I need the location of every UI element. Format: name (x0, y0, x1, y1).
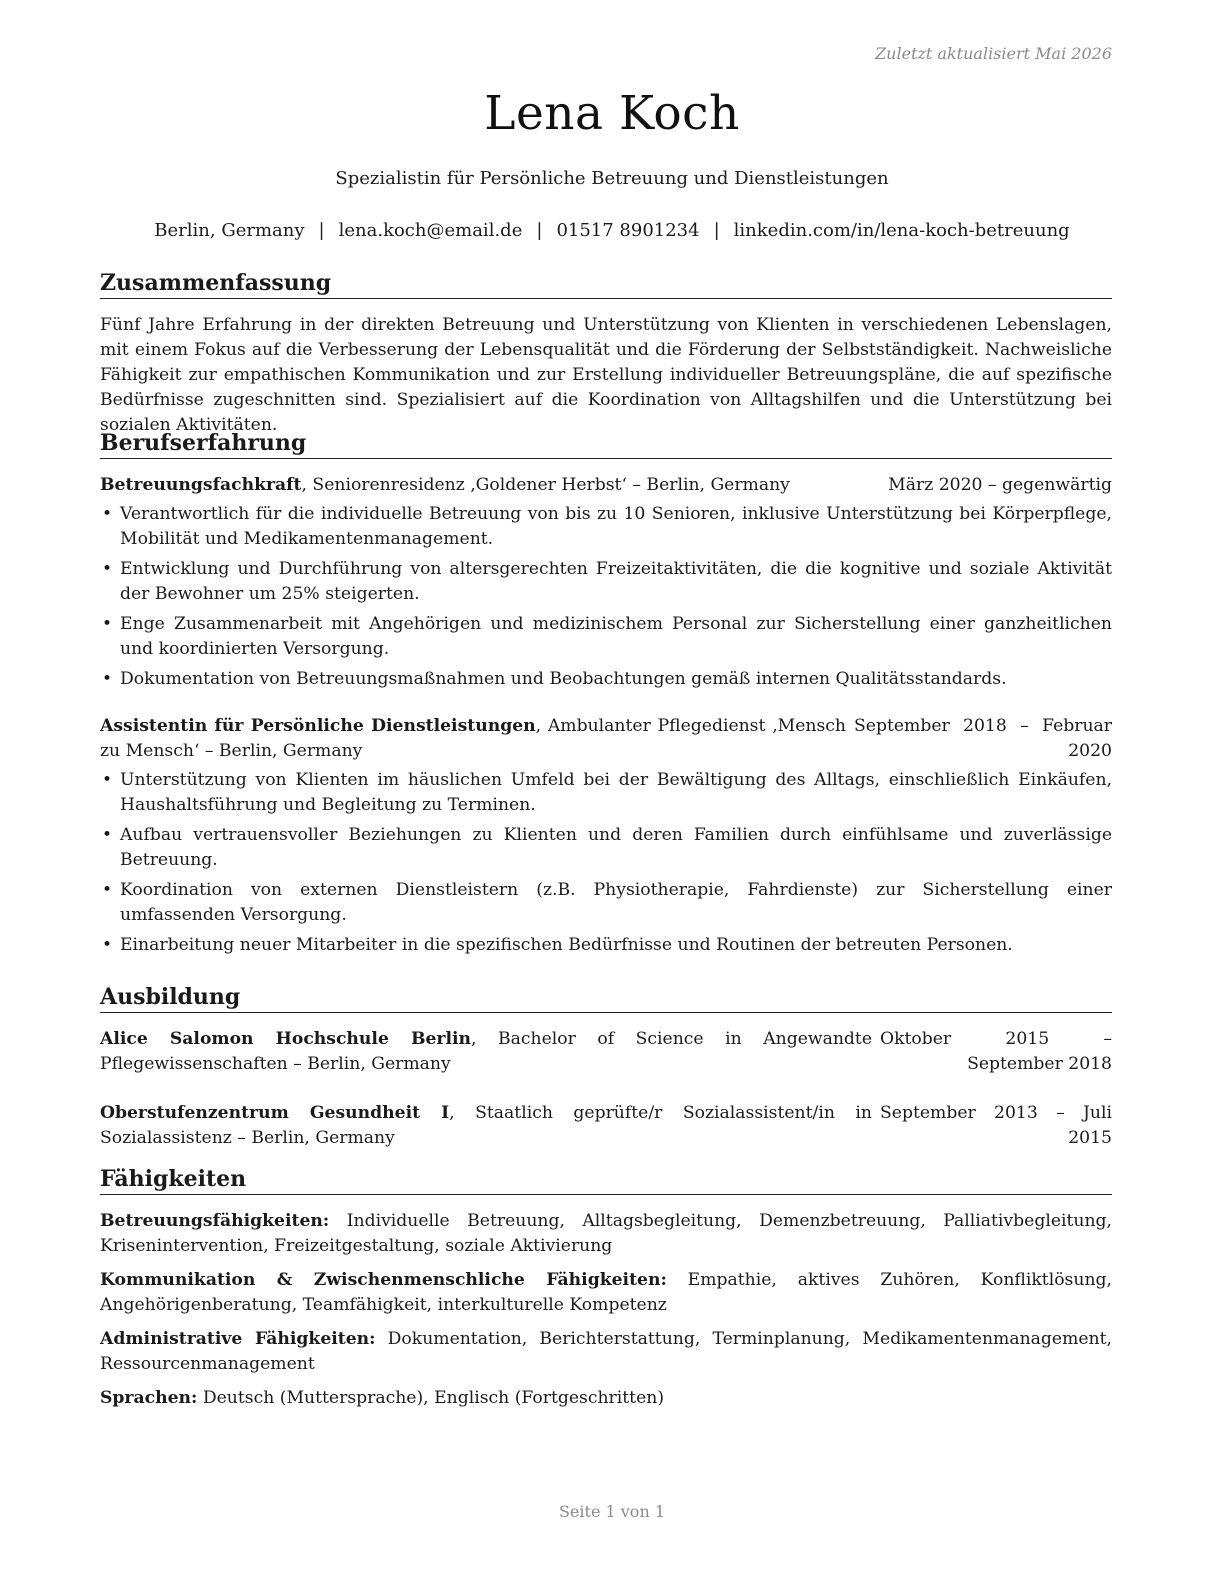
skill-group (100, 1209, 1112, 1259)
job-entry (100, 714, 1112, 958)
job-bullets (100, 502, 1112, 692)
job-bullet: • Unterstützung von Klienten im häuslichen Umfeld bei der Bewältigung des Alltags, einschließlich Einkäufen, Haushaltsführung und Begleitung zu Terminen. (100, 768, 1112, 818)
summary-text: Fünf Jahre Erfahrung in der direkten Betreuung und Unterstützung von Klienten in verschiedenen Lebenslagen, mit einem Fokus auf die Verbesserung der Lebensqualität und die Förderung der Selbstständigkeit. Nachweisliche Fähigkeit zur empathischen Kommunikation und zur Erstellung individueller Betreuungspläne, die auf spezifische Bedürfnisse zugeschnitten sind. Spezialisiert auf die Koordination von Alltagshilfen und die Unterstützung bei sozialen Aktivitäten. (100, 315, 1112, 435)
education-entry (100, 1027, 1112, 1077)
contact-separator: | (536, 220, 543, 241)
education-school: Oberstufenzentrum Gesundheit I (100, 1103, 450, 1123)
contact-phone[interactable]: 01517 8901234 (556, 220, 700, 241)
contact-line (0, 220, 1224, 241)
education-school: Alice Salomon Hochschule Berlin (100, 1029, 472, 1049)
contact-location: Berlin, Germany (154, 220, 305, 241)
job-bullet: • Entwicklung und Durchführung von altersgerechten Freizeitaktivitäten, die die kognitive und soziale Aktivität der Bewohner um 25% steigerten. (100, 557, 1112, 607)
skill-label: Administrative Fähigkeiten: (100, 1329, 376, 1349)
job-role: Assistentin für Persönliche Dienstleistungen (100, 716, 536, 736)
contact-linkedin[interactable]: linkedin.com/in/lena-koch-betreuung (733, 220, 1070, 241)
skill-list: Dokumentation, Berichterstattung, Terminplanung, Medikamentenmanagement, Ressourcenmanagement (100, 1329, 1112, 1374)
education-entry (100, 1101, 1112, 1151)
contact-separator: | (318, 220, 325, 241)
experience-section (100, 430, 1112, 963)
skill-group (100, 1327, 1112, 1377)
job-entry (100, 473, 1112, 692)
candidate-title: Spezialistin für Persönliche Betreuung und Dienstleistungen (335, 168, 889, 189)
section-title-experience: Berufserfahrung (100, 430, 1112, 459)
education-dates: Oktober 2015 – September 2018 (880, 1029, 1112, 1074)
job-bullet: • Aufbau vertrauensvoller Beziehungen zu Klienten und deren Familien durch einfühlsame und zuverlässige Betreuung. (100, 823, 1112, 873)
skill-list: Individuelle Betreuung, Alltagsbegleitung, Demenzbetreuung, Palliativbegleitung, Krisenintervention, Freizeitgestaltung, soziale Aktivierung (100, 1211, 1112, 1256)
skill-label: Betreuungsfähigkeiten: (100, 1211, 330, 1231)
summary-section (100, 270, 1112, 438)
job-organization: , Ambulanter Pflegedienst ‚Mensch zu Mensch‘ – Berlin, Germany (100, 716, 847, 761)
job-bullet: • Koordination von externen Dienstleistern (z.B. Physiotherapie, Fahrdienste) zur Sicherstellung einer umfassenden Versorgung. (100, 878, 1112, 928)
job-dates: September 2018 – Februar 2020 (854, 716, 1112, 761)
skill-label: Sprachen: (100, 1388, 198, 1408)
skill-group (100, 1386, 1112, 1411)
last-updated: Zuletzt aktualisiert Mai 2026 (875, 44, 1112, 63)
skill-label: Kommunikation & Zwischenmenschliche Fähigkeiten: (100, 1270, 667, 1290)
page-number: Seite 1 von 1 (558, 1502, 666, 1521)
education-dates: September 2013 – Juli 2015 (880, 1103, 1112, 1148)
education-degree: , Bachelor of Science in Angewandte Pflegewissenschaften – Berlin, Germany (100, 1029, 872, 1074)
job-bullet: • Dokumentation von Betreuungsmaßnahmen und Beobachtungen gemäß internen Qualitätsstandards. (100, 667, 1112, 692)
section-title-education: Ausbildung (100, 984, 1112, 1013)
job-header (100, 473, 1112, 498)
job-bullet: • Enge Zusammenarbeit mit Angehörigen und medizinischem Personal zur Sicherstellung einer ganzheitlichen und koordinierten Versorgung. (100, 612, 1112, 662)
job-header (100, 714, 1112, 764)
section-title-summary: Zusammenfassung (100, 270, 1112, 299)
skill-list: Empathie, aktives Zuhören, Konfliktlösung, Angehörigenberatung, Teamfähigkeit, interkulturelle Kompetenz (100, 1270, 1112, 1315)
contact-email[interactable]: lena.koch@email.de (338, 220, 523, 241)
job-bullets (100, 768, 1112, 958)
education-degree: , Staatlich geprüfte/r Sozialassistent/in in Sozialassistenz – Berlin, Germany (100, 1103, 872, 1148)
section-title-skills: Fähigkeiten (100, 1166, 1112, 1195)
skill-list: Deutsch (Muttersprache), Englisch (Fortgeschritten) (197, 1388, 665, 1408)
job-bullet: • Einarbeitung neuer Mitarbeiter in die spezifischen Bedürfnisse und Routinen der betreuten Personen. (100, 933, 1112, 958)
job-dates: März 2020 – gegenwärtig (888, 475, 1112, 495)
candidate-name: Lena Koch (484, 86, 740, 141)
job-organization: , Seniorenresidenz ‚Goldener Herbst‘ – Berlin, Germany (301, 475, 790, 495)
skill-group (100, 1268, 1112, 1318)
job-role: Betreuungsfachkraft (100, 475, 302, 495)
job-bullet: • Verantwortlich für die individuelle Betreuung von bis zu 10 Senioren, inklusive Unterstützung bei Körperpflege, Mobilität und Medikamentenmanagement. (100, 502, 1112, 552)
contact-separator: | (713, 220, 720, 241)
education-section (100, 984, 1112, 1151)
skills-section (100, 1166, 1112, 1420)
